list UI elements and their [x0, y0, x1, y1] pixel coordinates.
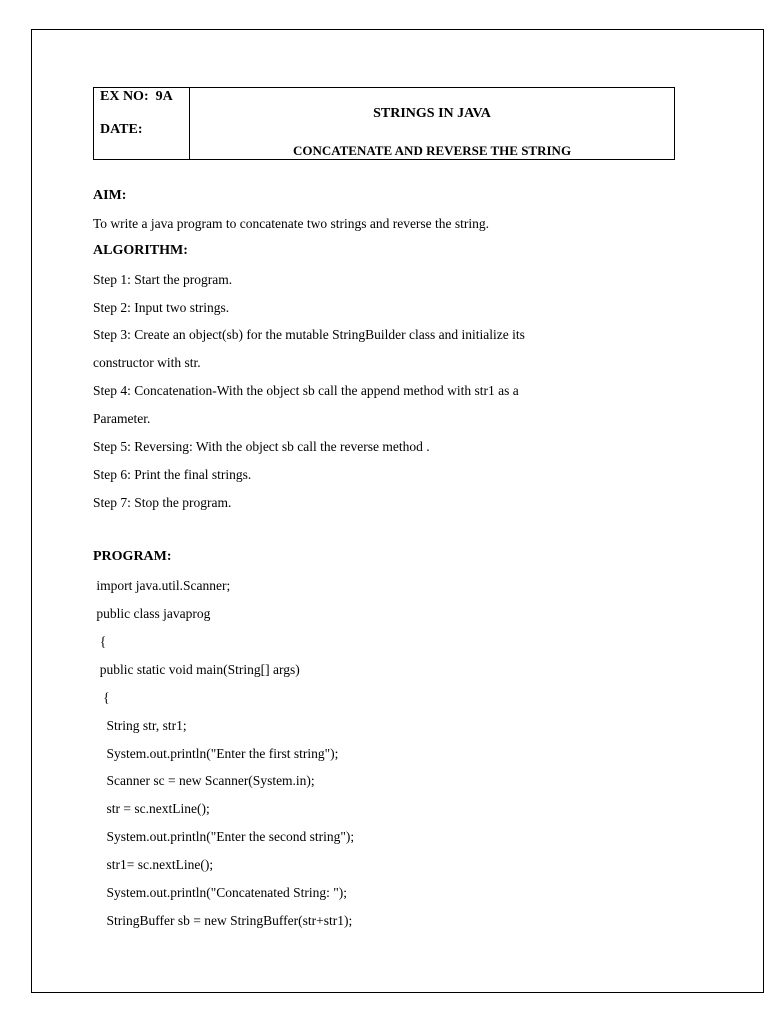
code-line: String str, str1; — [93, 718, 187, 733]
algorithm-line: Step 2: Input two strings. — [93, 300, 230, 315]
code-line: System.out.println("Enter the first string"); — [93, 746, 339, 761]
code-line: System.out.println("Concatenated String: "); — [93, 885, 347, 900]
document-subtitle: CONCATENATE AND REVERSE THE STRING — [292, 143, 572, 158]
header-left-cell — [94, 88, 190, 159]
code-line: System.out.println("Enter the second string"); — [93, 829, 355, 844]
algorithm-line: Step 4: Concatenation-With the object sb call the append method with str1 as a — [93, 383, 519, 398]
program-heading: PROGRAM: — [93, 549, 172, 564]
aim-text: To write a java program to concatenate two strings and reverse the string. — [93, 216, 490, 231]
header-table — [93, 87, 675, 160]
algorithm-line: Step 7: Stop the program. — [93, 495, 232, 510]
code-line: Scanner sc = new Scanner(System.in); — [93, 773, 315, 788]
code-line: import java.util.Scanner; — [93, 578, 231, 593]
header-right-cell — [190, 88, 674, 159]
algorithm-line: Step 3: Create an object(sb) for the mutable StringBuilder class and initialize its — [93, 327, 525, 342]
code-line: { — [93, 690, 110, 705]
page-border — [31, 29, 764, 993]
aim-heading: AIM: — [93, 188, 127, 203]
algorithm-line: Step 6: Print the final strings. — [93, 467, 252, 482]
code-line: { — [93, 634, 107, 649]
document-title: STRINGS IN JAVA — [373, 106, 491, 121]
algorithm-line: Step 1: Start the program. — [93, 272, 233, 287]
code-line: str1= sc.nextLine(); — [93, 857, 214, 872]
algorithm-line: Parameter. — [93, 411, 151, 426]
algorithm-line: constructor with str. — [93, 355, 201, 370]
algorithm-heading: ALGORITHM: — [93, 243, 188, 258]
code-line: public static void main(String[] args) — [93, 662, 300, 677]
ex-no-label: EX NO: 9A — [100, 89, 173, 104]
algorithm-line: Step 5: Reversing: With the object sb call the reverse method . — [93, 439, 430, 454]
code-line: public class javaprog — [93, 606, 211, 621]
code-line: StringBuffer sb = new StringBuffer(str+str1); — [93, 913, 353, 928]
code-line: str = sc.nextLine(); — [93, 801, 210, 816]
date-label: DATE: — [100, 122, 143, 137]
